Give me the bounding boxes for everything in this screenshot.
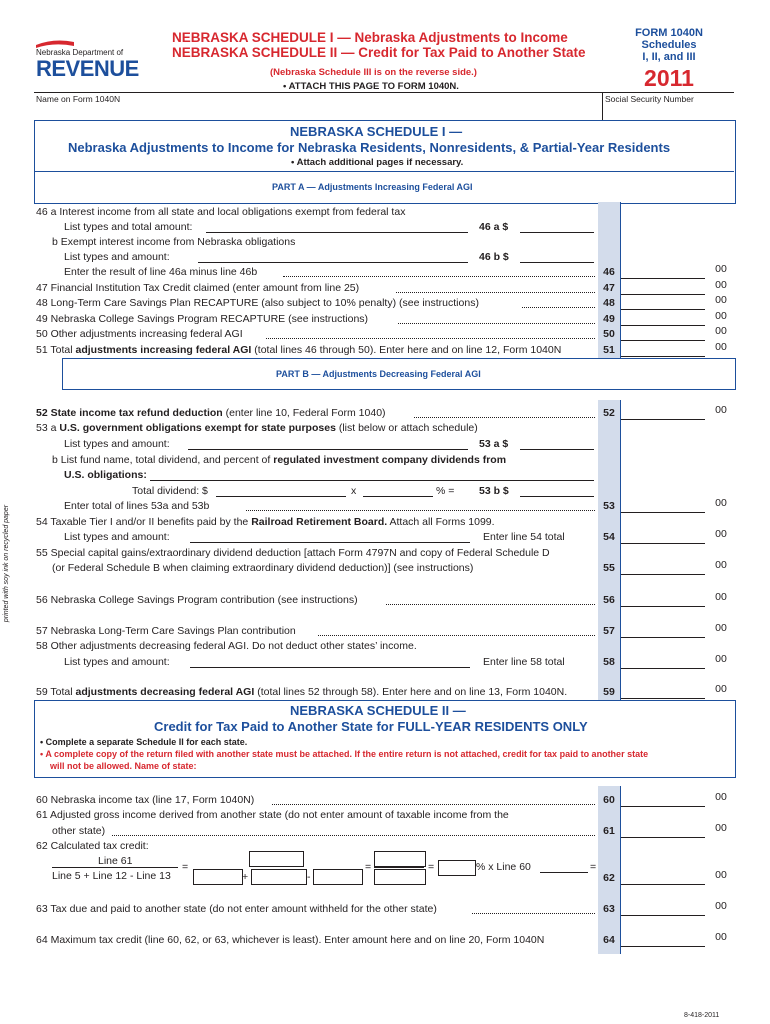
line-63-amount-field[interactable] <box>621 900 705 916</box>
line-56-text: 56 Nebraska College Savings Program contribution (see instructions) <box>36 594 358 606</box>
line-box-52: 52 <box>603 407 615 419</box>
line-58-amount-field[interactable] <box>621 653 705 669</box>
schedule-2-title: NEBRASKA SCHEDULE II — <box>290 703 466 718</box>
line-60-cents: 00 <box>715 791 727 803</box>
ssn-field[interactable] <box>602 92 735 121</box>
eq-3: = <box>428 861 435 873</box>
line-47-text: 47 Financial Institution Tax Credit claimed (enter amount from line 25) <box>36 282 360 294</box>
line-64-cents: 00 <box>715 931 727 943</box>
schedule-2-bullet-2: • A complete copy of the return filed with another state must be attached. If the entire return is not attached, credit for tax paid to another state <box>40 749 649 759</box>
line-59-text <box>36 686 567 699</box>
line-57-amount-field[interactable] <box>621 622 705 638</box>
line-56-amount-field[interactable] <box>621 591 705 607</box>
part-a-heading: PART A — Adjustments Increasing Federal AGI <box>272 182 473 192</box>
line-56-cents: 00 <box>715 591 727 603</box>
line-box-57: 57 <box>603 625 615 637</box>
line-53a-list-input[interactable] <box>188 438 468 450</box>
line-59-cents: 00 <box>715 683 727 695</box>
line-47-amount-field[interactable] <box>621 279 705 295</box>
line-53a-text <box>36 422 478 435</box>
line-box-50: 50 <box>603 328 615 340</box>
line-46b-list-label: List types and amount: <box>64 251 170 263</box>
line-51-amount-field[interactable] <box>621 341 705 357</box>
fraction-top: Line 61 <box>98 855 133 867</box>
state-name-input[interactable] <box>218 762 598 773</box>
leader-46 <box>283 276 595 277</box>
ratio-bar <box>374 867 424 868</box>
line-46a-text: 46 a Interest income from all state and local obligations exempt from federal tax <box>36 206 406 218</box>
line-55-cents: 00 <box>715 559 727 571</box>
leader-60 <box>272 804 595 805</box>
title-schedule-2: NEBRASKA SCHEDULE II — Credit for Tax Paid to Another State <box>172 45 586 60</box>
line-61-text-1: 61 Adjusted gross income derived from another state (do not enter amount of taxable income from the <box>36 809 509 821</box>
line-5-calc-input[interactable] <box>193 869 243 885</box>
line-63-cents: 00 <box>715 900 727 912</box>
line-box-49: 49 <box>603 313 615 325</box>
line-48-amount-field[interactable] <box>621 294 705 310</box>
schedule-2-bullet-2b: will not be allowed. Name of state: <box>50 761 197 771</box>
fraction-bottom: Line 5 + Line 12 - Line 13 <box>52 870 171 882</box>
line-54-pre: 54 Taxable Tier I and/or II benefits paid by the <box>36 516 252 528</box>
line-box-53: 53 <box>603 500 615 512</box>
leader-48 <box>522 307 595 308</box>
line-52-bold: 52 State income tax refund deduction <box>36 407 223 419</box>
line-46a-list-label: List types and total amount: <box>64 221 193 233</box>
plus-sign: + <box>242 871 249 883</box>
line-box-62: 62 <box>603 872 615 884</box>
line-box-59: 59 <box>603 686 615 698</box>
line-59-post: (total lines 52 through 58). Enter here and on line 13, Form 1040N. <box>254 686 568 698</box>
ratio-top-input[interactable] <box>374 851 426 867</box>
line-51-pre: 51 Total <box>36 344 76 356</box>
line-61-amount-field[interactable] <box>621 822 705 838</box>
line-53b-x: x <box>351 485 357 497</box>
line-47-cents: 00 <box>715 279 727 291</box>
line-57-cents: 00 <box>715 622 727 634</box>
line-63-text: 63 Tax due and paid to another state (do not enter amount withheld for the other state) <box>36 903 437 915</box>
schedule-1-subtitle: Nebraska Adjustments to Income for Nebraska Residents, Nonresidents, & Partial-Year Residents <box>68 140 671 155</box>
part-b-heading: PART B — Adjustments Decreasing Federal AGI <box>276 369 481 379</box>
line-58-enter: Enter line 58 total <box>483 656 565 668</box>
line-53b-total-label: Total dividend: $ <box>132 485 208 497</box>
part-a-rule <box>34 171 734 172</box>
line-53b-tag: 53 b $ <box>479 485 509 497</box>
line-53-amount-field[interactable] <box>621 497 705 513</box>
line-59-amount-field[interactable] <box>621 683 705 699</box>
line-57-text: 57 Nebraska Long-Term Care Savings Plan contribution <box>36 625 296 637</box>
line-53a-amount-input[interactable] <box>520 438 594 450</box>
line-box-56: 56 <box>603 594 615 606</box>
line-53b-text <box>52 454 506 467</box>
line-58-list-label: List types and amount: <box>64 656 170 668</box>
line-59-pre: 59 Total <box>36 686 76 698</box>
line-box-46: 46 <box>603 266 615 278</box>
leader-63 <box>472 913 595 914</box>
recycled-paper-note: printed with soy ink on recycled paper <box>3 504 11 623</box>
form-id-box <box>606 27 732 92</box>
leader-56 <box>386 604 595 605</box>
ssn-label: Social Security Number <box>605 94 694 104</box>
line-46b-tag: 46 b $ <box>479 251 509 263</box>
line-box-55: 55 <box>603 562 615 574</box>
line-60-text: 60 Nebraska income tax (line 17, Form 1040N) <box>36 794 255 806</box>
line-13-calc-input[interactable] <box>313 869 363 885</box>
line-55-text-1: 55 Special capital gains/extraordinary dividend deduction [attach Form 4797N and copy of Federal Schedule D <box>36 547 550 559</box>
line-49-text: 49 Nebraska College Savings Program RECAPTURE (see instructions) <box>36 313 369 325</box>
pct-result-input[interactable] <box>540 861 588 873</box>
logo-org: Nebraska Department of <box>36 48 124 57</box>
form-name: FORM 1040N <box>635 27 703 39</box>
line-58-cents: 00 <box>715 653 727 665</box>
line-box-61: 61 <box>603 825 615 837</box>
minus-sign: - <box>307 871 311 883</box>
name-field[interactable] <box>34 104 602 121</box>
line-61-calc-input[interactable] <box>249 851 304 867</box>
line-54-bold: Railroad Retirement Board. <box>251 516 388 528</box>
line-54-list-label: List types and amount: <box>64 531 170 543</box>
line-box-54: 54 <box>603 531 615 543</box>
pct-line-60: % x Line 60 <box>476 861 531 873</box>
line-62-cents: 00 <box>715 869 727 881</box>
percent-input[interactable] <box>438 860 476 876</box>
line-box-47: 47 <box>603 282 615 294</box>
line-46a-list-input[interactable] <box>206 221 468 233</box>
line-48-cents: 00 <box>715 294 727 306</box>
line-53-enter-text: Enter total of lines 53a and 53b <box>64 500 210 512</box>
line-46b-text: b Exempt interest income from Nebraska obligations <box>52 236 296 248</box>
line-12-calc-input[interactable] <box>251 869 307 885</box>
line-50-text: 50 Other adjustments increasing federal AGI <box>36 328 243 340</box>
line-51-cents: 00 <box>715 341 727 353</box>
line-53b-fund-input[interactable] <box>150 469 594 481</box>
line-53a-list-label: List types and amount: <box>64 438 170 450</box>
line-46a-amount-input[interactable] <box>520 221 594 233</box>
line-55-text-2: (or Federal Schedule B when claiming extraordinary dividend deduction)] (see instructions) <box>52 562 474 574</box>
line-52-amount-field[interactable] <box>621 404 705 420</box>
form-schedule-numbers: I, II, and III <box>642 51 696 63</box>
line-box-60: 60 <box>603 794 615 806</box>
line-62-text: 62 Calculated tax credit: <box>36 840 149 852</box>
line-46b-amount-input[interactable] <box>520 251 594 263</box>
schedule-2-subtitle: Credit for Tax Paid to Another State for FULL-YEAR RESIDENTS ONLY <box>154 719 588 734</box>
line-box-58: 58 <box>603 656 615 668</box>
line-50-cents: 00 <box>715 325 727 337</box>
line-61-text-2: other state) <box>52 825 106 837</box>
line-62-amount-field[interactable] <box>621 869 705 885</box>
logo <box>34 36 139 81</box>
line-51-text <box>36 344 561 357</box>
line-54-amount-field[interactable] <box>621 528 705 544</box>
tax-year: 2011 <box>644 65 694 91</box>
line-58-list-input[interactable] <box>190 656 470 668</box>
line-46-result-text: Enter the result of line 46a minus line 46b <box>64 266 258 278</box>
line-46b-list-input[interactable] <box>198 251 468 263</box>
line-46a-tag: 46 a $ <box>479 221 509 233</box>
line-58-text: 58 Other adjustments decreasing federal AGI. Do not deduct other states’ income. <box>36 640 417 652</box>
line-53b-pre: b List fund name, total dividend, and percent of <box>52 454 274 466</box>
line-box-48: 48 <box>603 297 615 309</box>
line-53a-pre: 53 a <box>36 422 60 434</box>
line-53a-bold: U.S. government obligations exempt for state purposes <box>59 422 336 434</box>
line-53b-bold: regulated investment company dividends from <box>273 454 507 466</box>
line-54-list-input[interactable] <box>190 531 470 543</box>
line-59-bold: adjustments decreasing federal AGI <box>75 686 255 698</box>
line-53b-amount-input[interactable] <box>520 485 594 497</box>
line-49-amount-field[interactable] <box>621 310 705 326</box>
line-53b-total-input[interactable] <box>216 485 346 497</box>
line-54-post: Attach all Forms 1099. <box>387 516 495 528</box>
line-53b-bold-2: U.S. obligations: <box>64 469 147 481</box>
leader-49 <box>398 323 595 324</box>
line-54-enter: Enter line 54 total <box>483 531 565 543</box>
leader-57 <box>318 635 595 636</box>
form-schedules: Schedules <box>641 39 697 51</box>
line-49-cents: 00 <box>715 310 727 322</box>
attach-note: • ATTACH THIS PAGE TO FORM 1040N. <box>283 81 459 92</box>
leader-50 <box>266 338 595 339</box>
line-51-post: (total lines 46 through 50). Enter here and on line 12, Form 1040N <box>251 344 562 356</box>
fraction-bar <box>52 867 178 868</box>
line-52-text <box>36 407 386 420</box>
line-53b-pct-input[interactable] <box>363 485 433 497</box>
line-54-text <box>36 516 495 529</box>
line-number-column-b <box>598 400 620 700</box>
leader-53 <box>246 510 595 511</box>
line-52-post: (enter line 10, Federal Form 1040) <box>222 407 386 419</box>
line-box-64: 64 <box>603 934 615 946</box>
line-61-cents: 00 <box>715 822 727 834</box>
line-54-cents: 00 <box>715 528 727 540</box>
eq-1: = <box>182 861 189 873</box>
leader-61 <box>112 835 595 836</box>
eq-2: = <box>365 861 372 873</box>
schedule-1-title: NEBRASKA SCHEDULE I — <box>290 124 463 139</box>
line-53b-pct: % = <box>436 485 455 497</box>
line-52-cents: 00 <box>715 404 727 416</box>
eq-4: = <box>590 861 597 873</box>
schedule-3-note: (Nebraska Schedule III is on the reverse side.) <box>270 67 477 78</box>
footer-code: 8-418-2011 <box>684 1012 720 1019</box>
line-53a-tag: 53 a $ <box>479 438 509 450</box>
line-46-amount-field[interactable] <box>621 263 705 279</box>
line-46-cents: 00 <box>715 263 727 275</box>
line-53-cents: 00 <box>715 497 727 509</box>
leader-52 <box>414 417 595 418</box>
line-48-text: 48 Long-Term Care Savings Plan RECAPTURE (also subject to 10% penalty) (see instructions) <box>36 297 479 309</box>
line-number-column-c <box>598 786 620 954</box>
line-box-63: 63 <box>603 903 615 915</box>
line-51-bold: adjustments increasing federal AGI <box>75 344 252 356</box>
ratio-bottom-input[interactable] <box>374 869 426 885</box>
line-64-text: 64 Maximum tax credit (line 60, 62, or 63, whichever is least). Enter amount here and on line 20, Form 1040N <box>36 934 545 946</box>
attach-additional-note: • Attach additional pages if necessary. <box>291 157 464 168</box>
schedule-2-bullet-1: • Complete a separate Schedule II for each state. <box>40 737 248 747</box>
line-box-51: 51 <box>603 344 615 356</box>
leader-47 <box>396 292 595 293</box>
line-50-amount-field[interactable] <box>621 325 705 341</box>
title-schedule-1: NEBRASKA SCHEDULE I — Nebraska Adjustments to Income <box>172 30 568 45</box>
line-53a-post: (list below or attach schedule) <box>335 422 478 434</box>
line-60-amount-field[interactable] <box>621 791 705 807</box>
logo-name: REVENUE <box>36 56 139 81</box>
line-55-amount-field[interactable] <box>621 559 705 575</box>
line-64-amount-field[interactable] <box>621 931 705 947</box>
name-label: Name on Form 1040N <box>36 94 121 104</box>
